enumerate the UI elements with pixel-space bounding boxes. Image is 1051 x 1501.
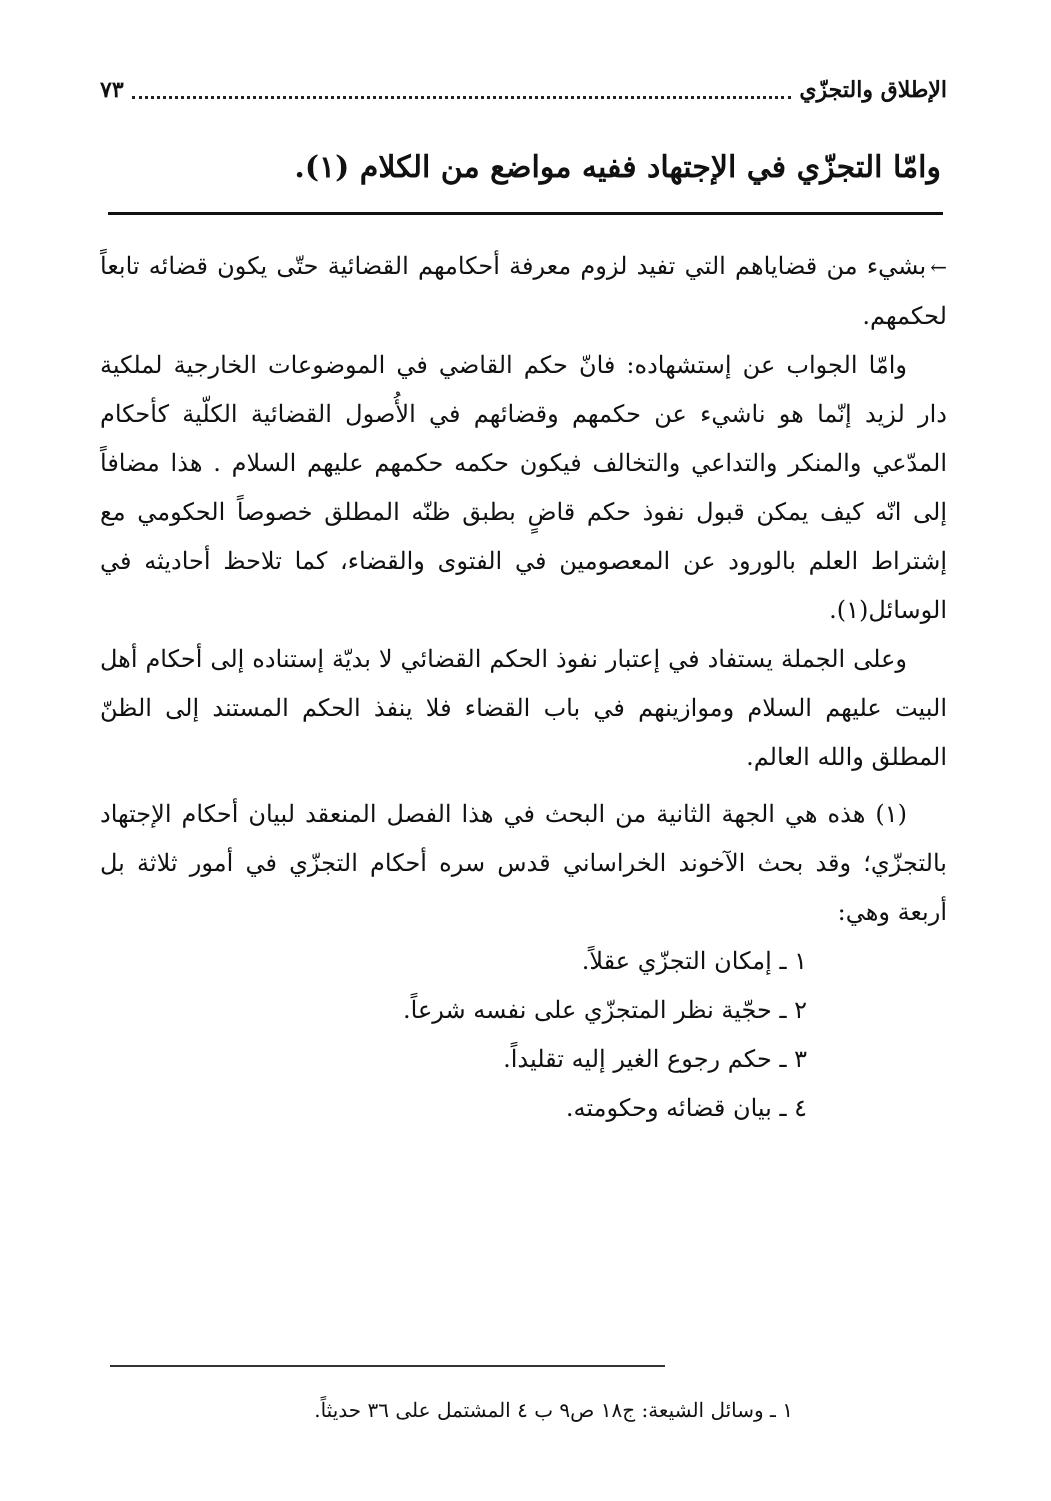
- list-item: ٢ ـ حجّية نظر المتجزّي على نفسه شرعاً.: [403, 996, 807, 1024]
- paragraph-text: بشيء من قضاياهم التي تفيد لزوم معرفة أحكامهم القضائية حتّى يكون قضائه تابعاً لحكمهم.: [100, 252, 947, 330]
- footnote-rule: [110, 1365, 665, 1367]
- footnote: ١ ـ وسائل الشيعة: ج١٨ ص٩ ب ٤ المشتمل على ٣٦ حديثاً.: [314, 1398, 793, 1422]
- paragraph: (١) هذه هي الجهة الثانية من البحث في هذا الفصل المنعقد لبيان أحكام الإجتهاد بالتجزّي؛ وقد بحث الآخوند الخراساني قدس سره أحكام التجزّي في أمور ثلاثة بل أربعة وهي:: [100, 800, 947, 926]
- list-item: ١ ـ إمكان التجزّي عقلاً.: [581, 947, 807, 975]
- continuation-arrow-icon: ←: [930, 255, 947, 279]
- paragraph: وامّا الجواب عن إستشهاده: فانّ حكم القاضي في الموضوعات الخارجية لملكية دار لزيد إنّما هو ناشيء عن حكمهم وقضائهم في الأُصول القضائية الكلّية كأحكام المدّعي والمنكر والتداعي والتخالف فيكون حكمه حكمهم عليهم السلام . هذا مضافاً إلى انّه كيف يمكن قبول نفوذ حكم قاضٍ بطبق ظنّه المطلق خصوصاً الحكومي مع إشتراط العلم بالورود عن المعصومين في الفتوى والقضاء، كما تلاحظ أحاديثه في الوسائل(١).: [100, 351, 947, 624]
- page-number: ٧٣: [100, 77, 124, 103]
- heading-rule: [108, 212, 943, 215]
- continuation-paragraph: [100, 242, 947, 341]
- running-header-title: الإطلاق والتجزّي: [799, 77, 947, 103]
- leader-dots: [132, 82, 792, 99]
- running-header: [100, 70, 947, 110]
- body-text: [100, 242, 947, 1133]
- numbered-list: [100, 937, 947, 1133]
- section-heading: وامّا التجزّي في الإجتهاد ففيه مواضع من الكلام (١).: [294, 150, 941, 185]
- list-item: ٣ ـ حكم رجوع الغير إليه تقليداً.: [503, 1045, 807, 1073]
- paragraph: وعلى الجملة يستفاد في إعتبار نفوذ الحكم القضائي لا بديّة إستناده إلى أحكام أهل البيت عليهم السلام وموازينهم في باب القضاء فلا ينفذ الحكم المستند إلى الظنّ المطلق والله العالم.: [100, 645, 947, 771]
- list-item: ٤ ـ بيان قضائه وحكومته.: [565, 1094, 807, 1122]
